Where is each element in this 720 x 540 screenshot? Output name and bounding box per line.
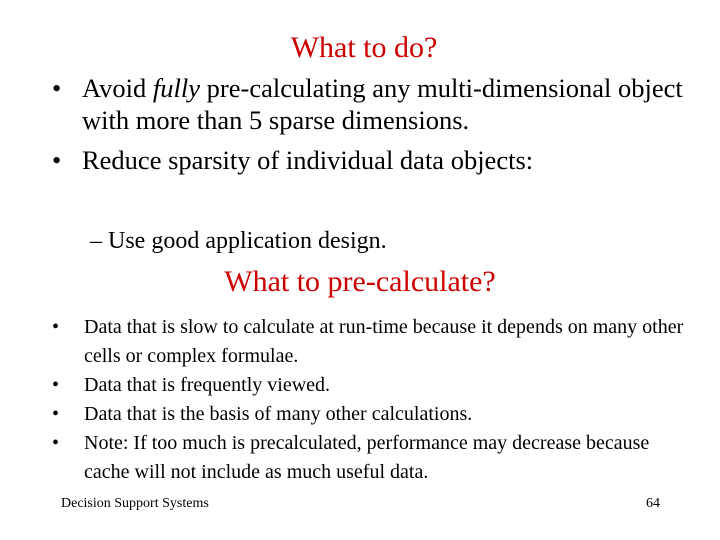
- bullet-dot: •: [52, 374, 60, 396]
- main-bullet-list: [52, 72, 692, 184]
- bullet-item-note-cache: [52, 429, 692, 487]
- bullet-dot: •: [52, 403, 60, 425]
- bullet-dot: •: [52, 145, 62, 175]
- bullet-text: Reduce sparsity of individual data objects:: [82, 145, 534, 175]
- bullet-item-avoid-precalculating: [52, 72, 692, 136]
- secondary-bullet-list: [52, 313, 692, 487]
- sub-bullet-application-design: – Use good application design.: [90, 228, 387, 254]
- bullet-text: Data that is slow to calculate at run-time because it depends on many other cells or complex formulae.: [84, 316, 684, 367]
- bullet-item-basis-of-calculations: [52, 400, 692, 429]
- bullet-text: Note: If too much is precalculated, performance may decrease because cache will not include as much useful data.: [84, 432, 650, 483]
- footer-page-number: 64: [646, 496, 660, 511]
- bullet-item-slow-data: [52, 313, 692, 371]
- bullet-item-frequently-viewed: [52, 371, 692, 400]
- bullet-dot: •: [52, 316, 60, 338]
- bullet-dot: •: [52, 432, 60, 454]
- bullet-dot: •: [52, 73, 62, 103]
- slide-title: What to do?: [290, 31, 438, 64]
- footer-course-name: Decision Support Systems: [61, 496, 209, 511]
- section-subtitle: What to pre-calculate?: [224, 265, 496, 298]
- bullet-text: Data that is the basis of many other calculations.: [84, 403, 473, 425]
- bullet-text-part: Avoid: [82, 73, 153, 103]
- bullet-text: Data that is frequently viewed.: [84, 374, 331, 396]
- bullet-text-italic: fully: [152, 73, 201, 103]
- bullet-text-part: pre-calculating any multi-dimensional object with more than 5 sparse dimensions.: [82, 73, 683, 135]
- bullet-item-reduce-sparsity: [52, 144, 692, 176]
